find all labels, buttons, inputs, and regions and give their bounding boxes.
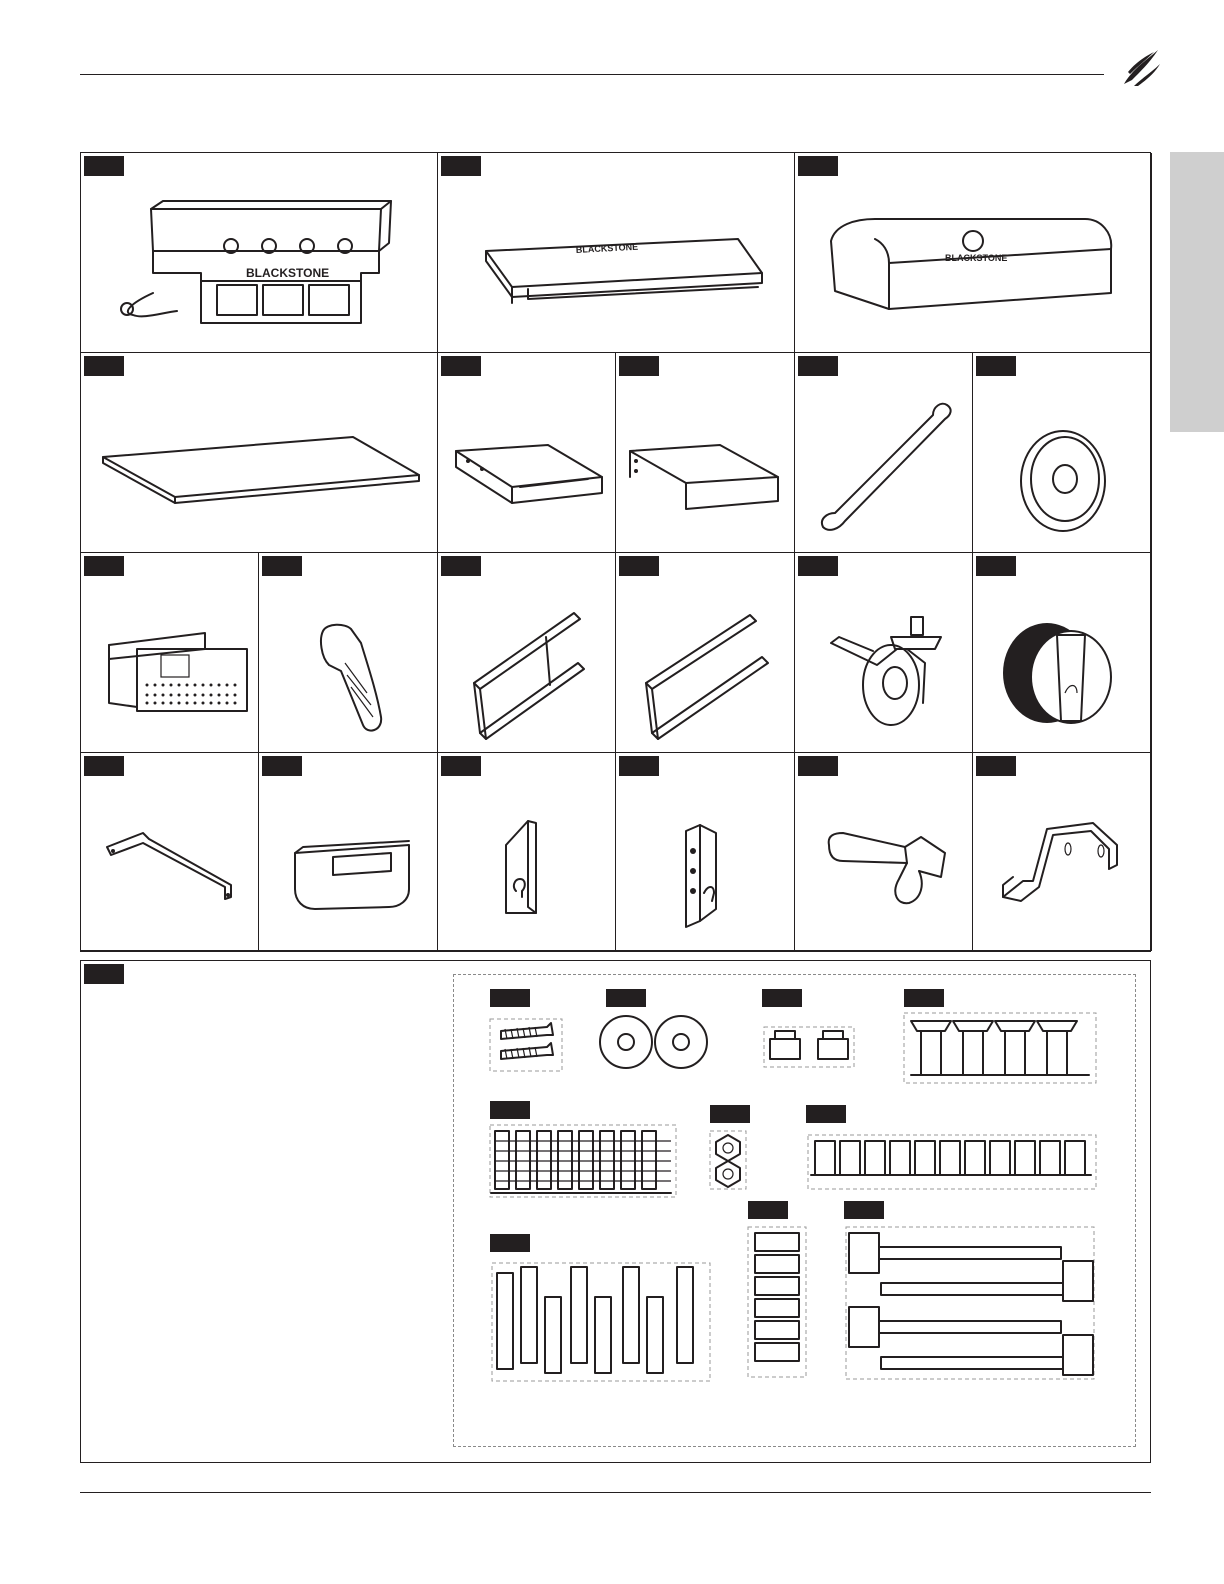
side-shelf-right-drawing (616, 353, 795, 553)
body-brand-label: BLACKSTONE (246, 266, 330, 280)
knob-disc-drawing (973, 353, 1152, 553)
part-knob-disc (973, 353, 1152, 553)
griddle-top-drawing (438, 153, 795, 353)
part-hood-hinge-handle (795, 753, 973, 951)
hood-hinge-handle-drawing (795, 753, 973, 951)
hardware-drawings (81, 961, 1152, 1464)
hardware-pack (80, 960, 1151, 1463)
part-griddle-body (81, 153, 438, 353)
caster-locking-drawing (795, 553, 973, 753)
grease-drawer-drawing (81, 553, 259, 753)
part-grease-cup-handle (259, 553, 438, 753)
header-rule (80, 74, 1104, 75)
top-brand-label: BLACKSTONE (575, 241, 639, 255)
part-leg-frame-left (438, 553, 616, 753)
part-handle (795, 353, 973, 553)
part-hood-bracket-left (438, 753, 616, 951)
part-utensil-holder (259, 753, 438, 951)
side-shelf-left-drawing (438, 353, 616, 553)
griddle-body-drawing (81, 153, 438, 353)
hood-brand-label: BLACKSTONE (945, 253, 1008, 263)
tank-hook-drawing (973, 753, 1152, 951)
part-control-knob (973, 553, 1152, 753)
part-grease-drawer (81, 553, 259, 753)
part-griddle-top (438, 153, 795, 353)
part-caster-locking (795, 553, 973, 753)
part-hood (795, 153, 1152, 353)
part-side-shelf-left (438, 353, 616, 553)
footer-rule (80, 1492, 1151, 1493)
part-side-shelf-right (616, 353, 795, 553)
control-knob-drawing (973, 553, 1152, 753)
handle-drawing (795, 353, 973, 553)
part-bottom-shelf (81, 353, 438, 553)
towel-bar-drawing (81, 753, 259, 951)
hood-bracket-left-drawing (438, 753, 616, 951)
parts-grid (80, 152, 1151, 952)
hood-bracket-right-drawing (616, 753, 795, 951)
utensil-holder-drawing (259, 753, 438, 951)
leg-frame-left-drawing (438, 553, 616, 753)
part-tank-hook (973, 753, 1152, 951)
grease-cup-handle-drawing (259, 553, 438, 753)
hood-drawing (795, 153, 1152, 353)
part-towel-bar (81, 753, 259, 951)
section-tab (1170, 152, 1224, 432)
leg-frame-right-drawing (616, 553, 795, 753)
part-hood-bracket-right (616, 753, 795, 951)
bottom-shelf-drawing (81, 353, 438, 553)
flame-logo-icon (1118, 44, 1162, 88)
part-leg-frame-right (616, 553, 795, 753)
